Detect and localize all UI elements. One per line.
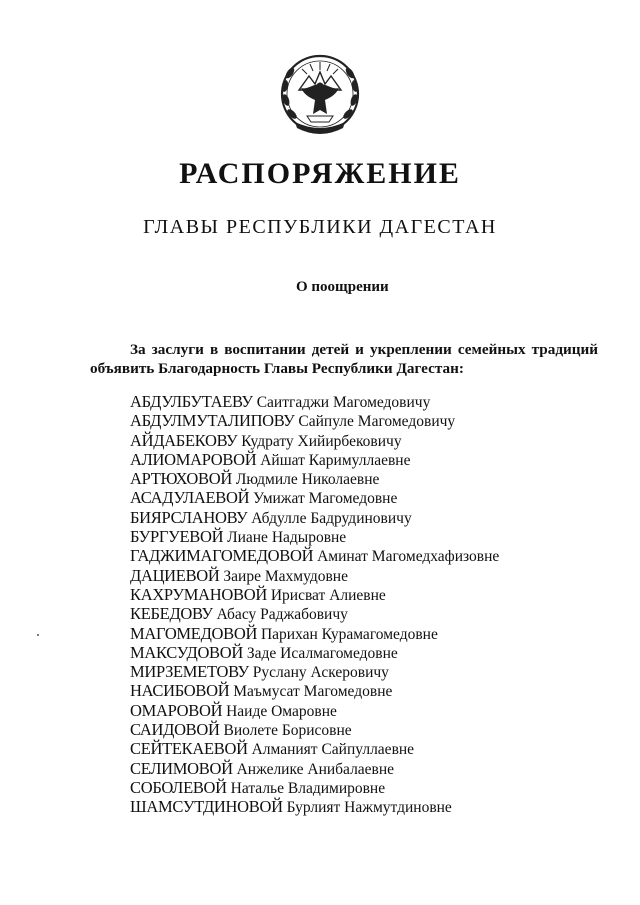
recipient-item — [130, 739, 499, 758]
recipient-surname: САИДОВОЙ — [130, 720, 220, 740]
recipient-given-name: Руслану Аскеровичу — [248, 664, 389, 682]
recipient-item — [130, 508, 499, 527]
recipient-item — [130, 566, 499, 585]
recipient-given-name: Заде Исалмагомедовне — [243, 644, 398, 662]
recipient-item — [130, 624, 499, 643]
recipient-item — [130, 431, 499, 450]
recipient-surname: АСАДУЛАЕВОЙ — [130, 488, 250, 508]
recipient-item — [130, 527, 499, 546]
recipient-surname: МИРЗЕМЕТОВУ — [130, 662, 249, 682]
recipient-surname: БИЯРСЛАНОВУ — [130, 507, 248, 527]
recipient-item — [130, 720, 499, 739]
coat-of-arms-emblem-icon — [277, 50, 363, 142]
recipient-given-name: Алманият Сайпуллаевне — [247, 741, 415, 759]
recipient-surname: АЛИОМАРОВОЙ — [130, 449, 257, 469]
recipient-list — [130, 392, 499, 817]
recipient-item — [130, 604, 499, 623]
recipient-given-name: Ирисват Алиевне — [266, 586, 386, 604]
recipient-surname: ДАЦИЕВОЙ — [130, 565, 220, 585]
recipient-surname: АЙДАБЕКОВУ — [130, 430, 238, 450]
recipient-given-name: Айшат Каримуллаевне — [256, 451, 411, 469]
recipient-surname: СЕЛИМОВОЙ — [130, 758, 233, 778]
recipient-surname: ОМАРОВОЙ — [130, 700, 223, 720]
recipient-item — [130, 778, 499, 797]
recipient-item — [130, 392, 499, 411]
recipient-surname: ШАМСУТДИНОВОЙ — [130, 797, 283, 817]
document-subject: О поощрении — [296, 279, 389, 295]
recipient-given-name: Виолете Борисовне — [219, 722, 352, 740]
recipient-surname: КАХРУМАНОВОЙ — [130, 584, 267, 604]
recipient-given-name: Сайпуле Магомедовичу — [294, 413, 456, 431]
recipient-surname: АБДУЛБУТАЕВУ — [130, 392, 253, 411]
recipient-given-name: Парихан Курамагомедовне — [257, 625, 438, 643]
recipient-given-name: Аминат Магомедхафизовне — [313, 548, 500, 566]
recipient-surname: БУРГУЕВОЙ — [130, 527, 224, 547]
recipient-surname: СОБОЛЕВОЙ — [130, 777, 227, 797]
scan-speck — [37, 634, 39, 636]
recipient-given-name: Умижат Магомедовне — [249, 490, 398, 508]
recipient-item — [130, 701, 499, 720]
recipient-item — [130, 759, 499, 778]
document-subtitle: ГЛАВЫ РЕСПУБЛИКИ ДАГЕСТАН — [143, 216, 497, 238]
recipient-surname: АРТЮХОВОЙ — [130, 469, 232, 489]
recipient-given-name: Лиане Надыровне — [223, 529, 347, 547]
recipient-given-name: Наталье Владимировне — [226, 779, 386, 797]
recipient-item — [130, 488, 499, 507]
recipient-surname: КЕБЕДОВУ — [130, 604, 213, 624]
recipient-given-name: Абдулле Бадрудиновичу — [247, 509, 412, 527]
recipient-surname: НАСИБОВОЙ — [130, 681, 230, 701]
recipient-given-name: Саитгаджи Магомедовичу — [252, 394, 431, 411]
recipient-item — [130, 469, 499, 488]
recipient-given-name: Анжелике Анибалаевне — [232, 760, 395, 778]
recipient-given-name: Маъмусат Магомедовне — [229, 683, 393, 701]
recipient-item — [130, 797, 499, 816]
recipient-item — [130, 546, 499, 565]
recipient-surname: ГАДЖИМАГОМЕДОВОЙ — [130, 546, 314, 566]
recipient-item — [130, 411, 499, 430]
recipient-surname: СЕЙТЕКАЕВОЙ — [130, 739, 248, 759]
recipient-item — [130, 585, 499, 604]
recipient-given-name: Заире Махмудовне — [219, 567, 348, 585]
recipient-surname: МАКСУДОВОЙ — [130, 642, 243, 662]
recipient-surname: АБДУЛМУТАЛИПОВУ — [130, 411, 295, 431]
recipient-item — [130, 643, 499, 662]
recipient-surname: МАГОМЕДОВОЙ — [130, 623, 258, 643]
recipient-item — [130, 450, 499, 469]
document-preamble: За заслуги в воспитании детей и укреплении семейных традиций объявить Благодарность Главы Республики Дагестан: — [90, 341, 598, 377]
recipient-given-name: Абасу Раджабовичу — [212, 606, 348, 624]
recipient-given-name: Людмиле Николаевне — [231, 471, 380, 489]
recipient-given-name: Кудрату Хийирбековичу — [237, 432, 402, 450]
recipient-given-name: Наиде Омаровне — [222, 702, 337, 720]
recipient-given-name: Бурлият Нажмутдиновне — [282, 799, 452, 817]
recipient-item — [130, 662, 499, 681]
recipient-item — [130, 681, 499, 700]
document-title: РАСПОРЯЖЕНИЕ — [179, 157, 461, 190]
